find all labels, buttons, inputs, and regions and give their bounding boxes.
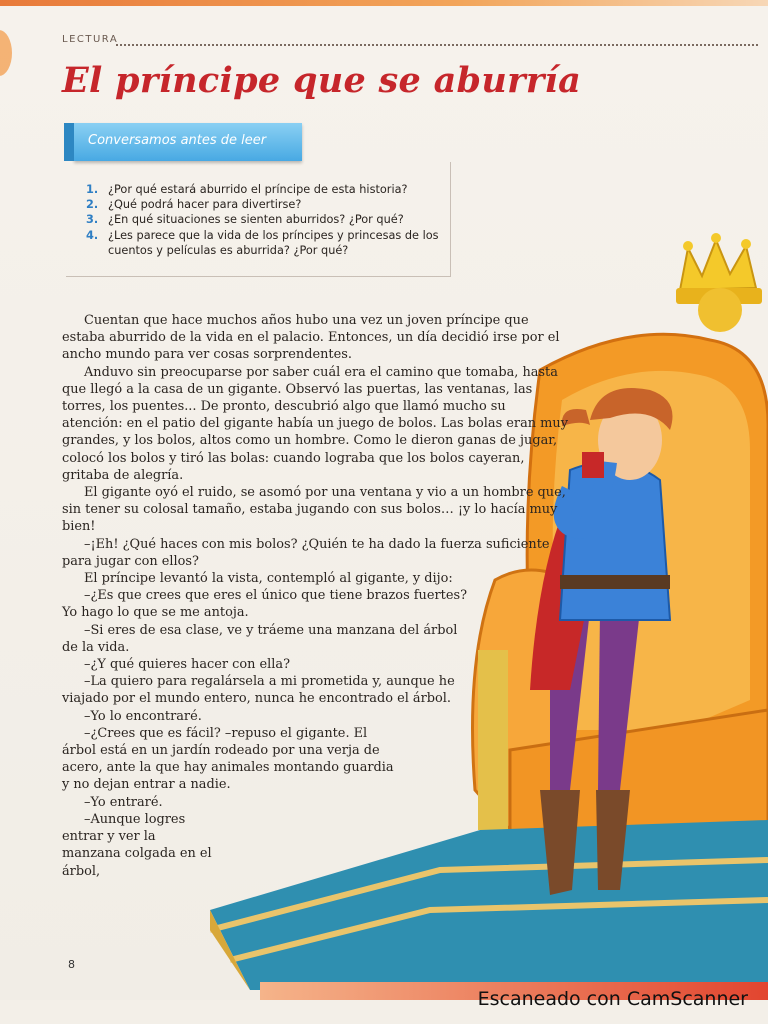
- story-paragraph: –¡Eh! ¿Qué haces con mis bolos? ¿Quién te ha dado la fuerza suficiente para jugar con ellos?: [62, 536, 550, 569]
- story-paragraph: –¿Crees que es fácil? –repuso el gigante. El árbol está en un jardín rodeado por una verja de acero, ante la que hay animales montando guardia y no dejan entrar a nadie.: [62, 725, 394, 793]
- question-number: 2.: [86, 198, 99, 212]
- question-text: ¿Por qué estará aburrido el príncipe de esta historia?: [108, 183, 408, 196]
- story-paragraph: Anduvo sin preocuparse por saber cuál era el camino que tomaba, hasta que llegó a la casa de un gigante. Observó las puertas, las ventanas, las torres, los puentes... De pronto, descubrió algo que llamó mucho su atención: en el patio del gigante había un juego de bolos. Las bolas eran muy grandes, y los bolos, altos como un hombre. Como le dieron ganas de jugar, colocó los bolos y tiró las bolas: cuando lograba que los bolos cayeran, gritaba de alegría.: [62, 364, 568, 483]
- question-text: ¿Qué podrá hacer para divertirse?: [108, 198, 302, 212]
- discussion-banner: [74, 123, 302, 161]
- story-text: [62, 312, 568, 880]
- question-number: 4.: [86, 228, 99, 242]
- story-paragraph: Cuentan que hace muchos años hubo una vez un joven príncipe que estaba aburrido de la vida en el palacio. Entonces, un día decidió irse por el ancho mundo para ver cosas sorprendentes.: [62, 313, 560, 363]
- story-paragraph: El gigante oyó el ruido, se asomó por una ventana y vio a un hombre que, sin tener su colosal tamaño, estaba jugando con sus bolos… ¡y lo hacía muy bien!: [62, 485, 566, 535]
- story-paragraph: –Yo entraré.: [84, 794, 163, 810]
- story-paragraph: –¿Y qué quieres hacer con ella?: [84, 657, 290, 673]
- story-paragraph: –Yo lo encontraré.: [84, 708, 202, 724]
- story-paragraph: –La quiero para regalársela a mi prometida y, aunque he viajado por el mundo entero, nunca he encontrado el árbol.: [62, 674, 455, 707]
- discussion-label: Conversamos antes de leer: [88, 133, 267, 148]
- question-text: ¿Les parece que la vida de los príncipes y princesas de los cuentos y películas es aburrida? ¿Por qué?: [108, 228, 439, 257]
- story-paragraph: –Si eres de esa clase, ve y tráeme una manzana del árbol de la vida.: [62, 622, 458, 655]
- prince-cuff: [582, 452, 604, 478]
- top-color-band: [0, 0, 768, 6]
- question-item: [86, 212, 456, 227]
- story-paragraph: El príncipe levantó la vista, contempló al gigante, y dijo:: [84, 571, 453, 587]
- story-paragraph: –Aunque logres entrar y ver la manzana colgada en el árbol,: [62, 811, 212, 879]
- question-item: [86, 182, 456, 197]
- scanner-watermark: Escaneado con CamScanner: [477, 988, 748, 1010]
- prince-belt: [560, 575, 670, 589]
- question-number: 1.: [86, 183, 99, 196]
- dotted-rule: [116, 44, 758, 46]
- page-number: 8: [68, 958, 75, 971]
- question-text: ¿En qué situaciones se sienten aburridos? ¿Por qué?: [108, 213, 404, 227]
- story-paragraph: –¿Es que crees que eres el único que tiene brazos fuertes?: [84, 588, 467, 604]
- story-title: El príncipe que se aburría: [62, 60, 582, 101]
- question-number: 3.: [86, 213, 99, 227]
- section-label: LECTURA: [62, 34, 119, 45]
- page-edge-tab: [0, 30, 12, 76]
- story-paragraph: Yo hago lo que se me antoja.: [62, 605, 249, 621]
- prince-tunic: [560, 462, 670, 620]
- crown-icon: [676, 233, 762, 332]
- question-item: [86, 197, 456, 212]
